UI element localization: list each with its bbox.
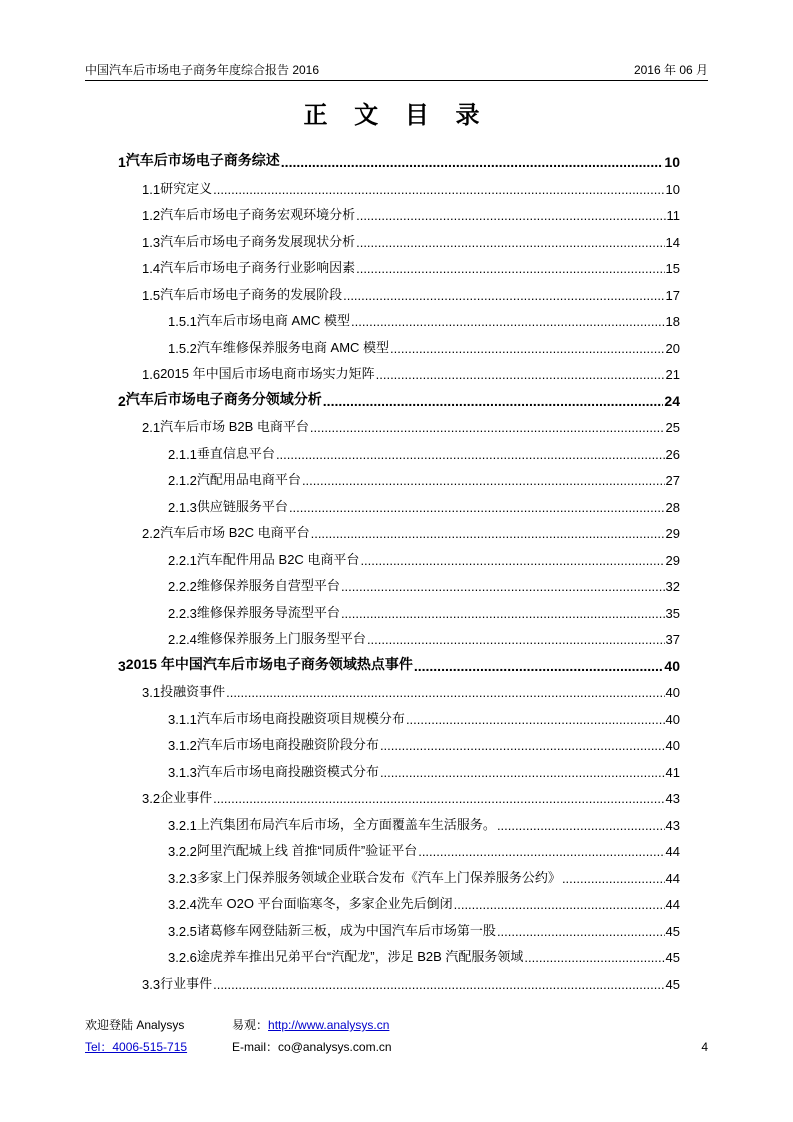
toc-entry-number: 3.2.6 (168, 950, 197, 965)
toc-entry[interactable] (168, 864, 680, 886)
toc-entry-page: 37 (665, 632, 680, 647)
toc-entry-page: 43 (665, 791, 680, 806)
toc-entry-number: 1.6 (142, 367, 161, 382)
toc-entry-number: 3.2.2 (168, 844, 197, 859)
toc-leader-dots (351, 314, 664, 329)
toc-entry-number: 3.3 (142, 976, 161, 992)
toc-entry[interactable] (142, 784, 680, 806)
toc-entry-number: 3.1 (142, 685, 161, 700)
toc-entry-title: 企业事件 (160, 790, 213, 805)
toc-entry-page: 10 (665, 181, 680, 197)
toc-entry-number: 3.2.1 (168, 817, 197, 833)
toc-entry[interactable] (168, 625, 680, 647)
header-report-title: 中国汽车后市场电子商务年度综合报告 2016 (85, 63, 320, 77)
toc-entry-page: 21 (665, 367, 680, 382)
toc-entry-page: 43 (665, 817, 680, 833)
toc-entry-number: 1.5.1 (168, 314, 197, 329)
toc-entry-number: 1 (118, 154, 126, 170)
toc-entry-number: 2.1.2 (168, 473, 197, 488)
toc-entry-title: 上汽集团布局汽车后市场，全方面覆盖车生活服务。 (196, 816, 496, 832)
toc-entry-title: 汽车维修保养服务电商 AMC 模型 (196, 339, 390, 355)
toc-entry[interactable] (168, 917, 680, 939)
toc-leader-dots (367, 632, 665, 647)
toc-entry-title: 汽车后市场 B2C 电商平台 (160, 525, 310, 540)
toc-leader-dots (562, 871, 665, 886)
toc-entry-number: 2.2 (142, 526, 161, 541)
toc-entry-title: 汽配用品电商平台 (196, 472, 301, 487)
toc-entry[interactable] (118, 652, 680, 674)
footer-yiguan-label: 易观： (232, 1018, 269, 1032)
toc-entry-page: 10 (664, 154, 680, 170)
toc-leader-dots (310, 420, 665, 435)
toc-entry[interactable] (142, 360, 680, 382)
toc-entry-page: 27 (665, 473, 680, 488)
toc-entry-title: 汽车后市场电商投融资模式分布 (196, 763, 379, 779)
footer-email-group (232, 1040, 392, 1055)
toc-entry-page: 45 (665, 976, 680, 992)
toc-leader-dots (360, 553, 664, 568)
toc-entry-number: 3.2 (142, 791, 161, 806)
toc-entry-page: 44 (665, 844, 680, 859)
toc-entry[interactable] (118, 148, 680, 170)
toc-entry[interactable] (142, 254, 680, 276)
toc-entry[interactable] (168, 307, 680, 329)
toc-entry-page: 40 (665, 738, 680, 753)
toc-leader-dots (390, 341, 664, 356)
toc-entry-title: 维修保养服务导流型平台 (196, 604, 340, 620)
toc-entry-title: 汽车后市场电子商务分领域分析 (125, 390, 322, 407)
toc-entry-page: 45 (665, 923, 680, 939)
toc-entry-page: 40 (665, 685, 680, 700)
toc-entry-page: 20 (665, 340, 680, 356)
toc-leader-dots (213, 977, 664, 992)
toc-entry[interactable] (142, 175, 680, 197)
toc-leader-dots (213, 791, 664, 806)
footer-website-group (232, 1018, 389, 1033)
footer-line-2 (85, 1040, 708, 1055)
toc-entry-title: 2015 年中国后市场电商市场实力矩阵 (160, 366, 375, 381)
toc-entry[interactable] (168, 731, 680, 753)
toc-entry-title: 汽车后市场电子商务发展现状分析 (160, 233, 356, 249)
toc-entry-number: 2.2.4 (168, 632, 197, 647)
toc-entry-title: 汽车配件用品 B2C 电商平台 (196, 551, 360, 567)
toc-entry-page: 44 (665, 897, 680, 912)
toc-entry[interactable] (168, 837, 680, 859)
toc-entry[interactable] (168, 758, 680, 780)
toc-entry-title: 阿里汽配城上线 首推“同质件”验证平台 (196, 843, 418, 858)
toc-entry-title: 研究定义 (160, 180, 213, 196)
toc-entry-page: 45 (665, 950, 680, 965)
toc-entry-page: 11 (666, 208, 680, 223)
toc-entry-number: 1.5 (142, 287, 161, 303)
toc-entry-number: 1.3 (142, 234, 161, 250)
toc-entry-number: 3.2.5 (168, 923, 197, 939)
toc-leader-dots (356, 235, 664, 250)
toc-entry-page: 17 (665, 287, 680, 303)
toc-leader-dots (406, 712, 665, 727)
toc-entry-title: 汽车后市场电商投融资项目规模分布 (196, 710, 405, 726)
toc-entry-number: 3 (118, 657, 126, 674)
toc-leader-dots (497, 924, 665, 939)
toc-entry-number: 3.2.4 (168, 897, 197, 912)
toc-entry[interactable] (142, 413, 680, 435)
toc-leader-dots (226, 685, 664, 700)
toc-entry-page: 24 (664, 392, 680, 409)
toc-entry-title: 投融资事件 (160, 684, 226, 699)
toc-entry-number: 2.2.3 (168, 605, 197, 621)
toc-entry-title: 汽车后市场电子商务宏观环境分析 (160, 207, 356, 222)
toc-entry[interactable] (168, 599, 680, 621)
toc-entry[interactable] (142, 281, 680, 303)
toc-leader-dots (376, 367, 665, 382)
toc-leader-dots (341, 579, 665, 594)
toc-entry-page: 18 (665, 314, 680, 329)
toc-entry-number: 1.5.2 (168, 340, 197, 356)
toc-leader-dots (380, 765, 665, 780)
toc-entry-page: 26 (665, 446, 680, 462)
toc-entry-page: 29 (665, 552, 680, 568)
toc-entry[interactable] (142, 678, 680, 700)
toc-entry-number: 2.2.1 (168, 552, 197, 568)
toc-leader-dots (418, 844, 664, 859)
toc-entry-number: 1.1 (142, 181, 161, 197)
toc-entry-page: 41 (665, 764, 680, 780)
toc-leader-dots (524, 950, 664, 965)
toc-entry[interactable] (168, 493, 680, 515)
toc-entry-number: 2.2.2 (168, 579, 197, 594)
toc-leader-dots (414, 658, 664, 674)
toc-entry-title: 供应链服务平台 (196, 498, 288, 514)
toc-entry[interactable] (168, 572, 680, 594)
toc-entry-number: 3.1.3 (168, 764, 197, 780)
toc-entry-title: 行业事件 (160, 975, 213, 991)
toc-entry[interactable] (118, 387, 680, 409)
page-header (85, 63, 708, 78)
page-title: 正 文 目 录 (303, 102, 490, 129)
toc-leader-dots (341, 606, 665, 621)
toc-leader-dots (454, 897, 665, 912)
toc-entry-title: 维修保养服务自营型平台 (196, 578, 340, 593)
toc-entry-number: 2.1 (142, 420, 161, 435)
toc-entry-number: 1.4 (142, 261, 161, 276)
toc-leader-dots (356, 208, 665, 223)
toc-entry[interactable] (142, 228, 680, 250)
toc-entry-page: 14 (665, 234, 680, 250)
toc-leader-dots (289, 500, 665, 515)
footer-welcome: 欢迎登陆 Analysys (85, 1018, 185, 1032)
toc-entry-page: 44 (665, 870, 680, 886)
toc-entry-number: 2.1.3 (168, 499, 197, 515)
toc-entry-page: 35 (665, 605, 680, 621)
toc-entry[interactable] (142, 201, 680, 223)
toc-leader-dots (276, 447, 665, 462)
toc-entry-title: 汽车后市场电子商务的发展阶段 (160, 286, 343, 302)
footer-email: co@analysys.com.cn (278, 1040, 392, 1054)
toc-entry-title: 汽车后市场电子商务综述 (125, 152, 280, 168)
toc-entry-title: 维修保养服务上门服务型平台 (196, 631, 366, 646)
toc-entry-number: 1.2 (142, 208, 161, 223)
toc-entry[interactable] (168, 811, 680, 833)
toc-entry-title: 汽车后市场电子商务行业影响因素 (160, 260, 356, 275)
toc-entry[interactable] (168, 546, 680, 568)
toc-entry-title: 汽车后市场电商 AMC 模型 (196, 313, 351, 328)
toc-entry[interactable] (168, 705, 680, 727)
toc-entry-page: 29 (665, 526, 680, 541)
footer-tel-link[interactable]: Tel：4006-515-715 (85, 1040, 188, 1054)
toc-leader-dots (323, 393, 664, 409)
toc-leader-dots (343, 288, 664, 303)
footer-page-number: 4 (701, 1040, 708, 1054)
toc-entry-page: 28 (665, 499, 680, 515)
toc-entry-title: 汽车后市场电商投融资阶段分布 (196, 737, 379, 752)
toc-entry[interactable] (168, 334, 680, 356)
toc-entry-title: 2015 年中国汽车后市场电子商务领域热点事件 (125, 655, 413, 672)
toc-entry[interactable] (168, 440, 680, 462)
toc-leader-dots (497, 818, 665, 833)
toc-leader-dots (302, 473, 665, 488)
toc-entry-page: 40 (664, 657, 680, 674)
toc-entry-title: 途虎养车推出兄弟平台“汽配龙”，涉足 B2B 汽配服务领域 (196, 949, 524, 964)
toc-entry-page: 32 (665, 579, 680, 594)
footer-email-label: E-mail： (232, 1040, 279, 1054)
toc-entry[interactable] (142, 519, 680, 541)
toc-leader-dots (213, 182, 664, 197)
toc-entry[interactable] (168, 890, 680, 912)
toc-entry-page: 15 (665, 261, 680, 276)
toc-leader-dots (356, 261, 664, 276)
toc-entry-number: 3.1.1 (168, 711, 197, 727)
toc-entry-title: 多家上门保养服务领域企业联合发布《汽车上门保养服务公约》 (196, 869, 561, 885)
toc-entry-page: 40 (665, 711, 680, 727)
toc-entry-number: 2 (118, 392, 126, 409)
header-date: 2016 年 06 月 (633, 63, 708, 77)
toc-leader-dots (311, 526, 665, 541)
toc-entry-title: 洗车 O2O 平台面临寒冬，多家企业先后倒闭 (196, 896, 453, 911)
toc-entry-title: 垂直信息平台 (196, 445, 275, 461)
toc-entry[interactable] (142, 970, 680, 992)
toc-entry-number: 2.1.1 (168, 446, 197, 462)
toc-leader-dots (281, 154, 664, 170)
toc-entry[interactable] (168, 466, 680, 488)
toc-entry-title: 汽车后市场 B2B 电商平台 (160, 419, 309, 434)
toc-entry-number: 3.1.2 (168, 738, 197, 753)
footer-line-1 (85, 1018, 708, 1033)
toc-entry-title: 诸葛修车网登陆新三板，成为中国汽车后市场第一股 (196, 922, 496, 938)
toc-entry-number: 3.2.3 (168, 870, 197, 886)
toc-leader-dots (380, 738, 665, 753)
header-divider (85, 80, 708, 81)
toc-entry-page: 25 (665, 420, 680, 435)
footer-website-link[interactable]: http://www.analysys.cn (268, 1018, 390, 1032)
toc-entry[interactable] (168, 943, 680, 965)
